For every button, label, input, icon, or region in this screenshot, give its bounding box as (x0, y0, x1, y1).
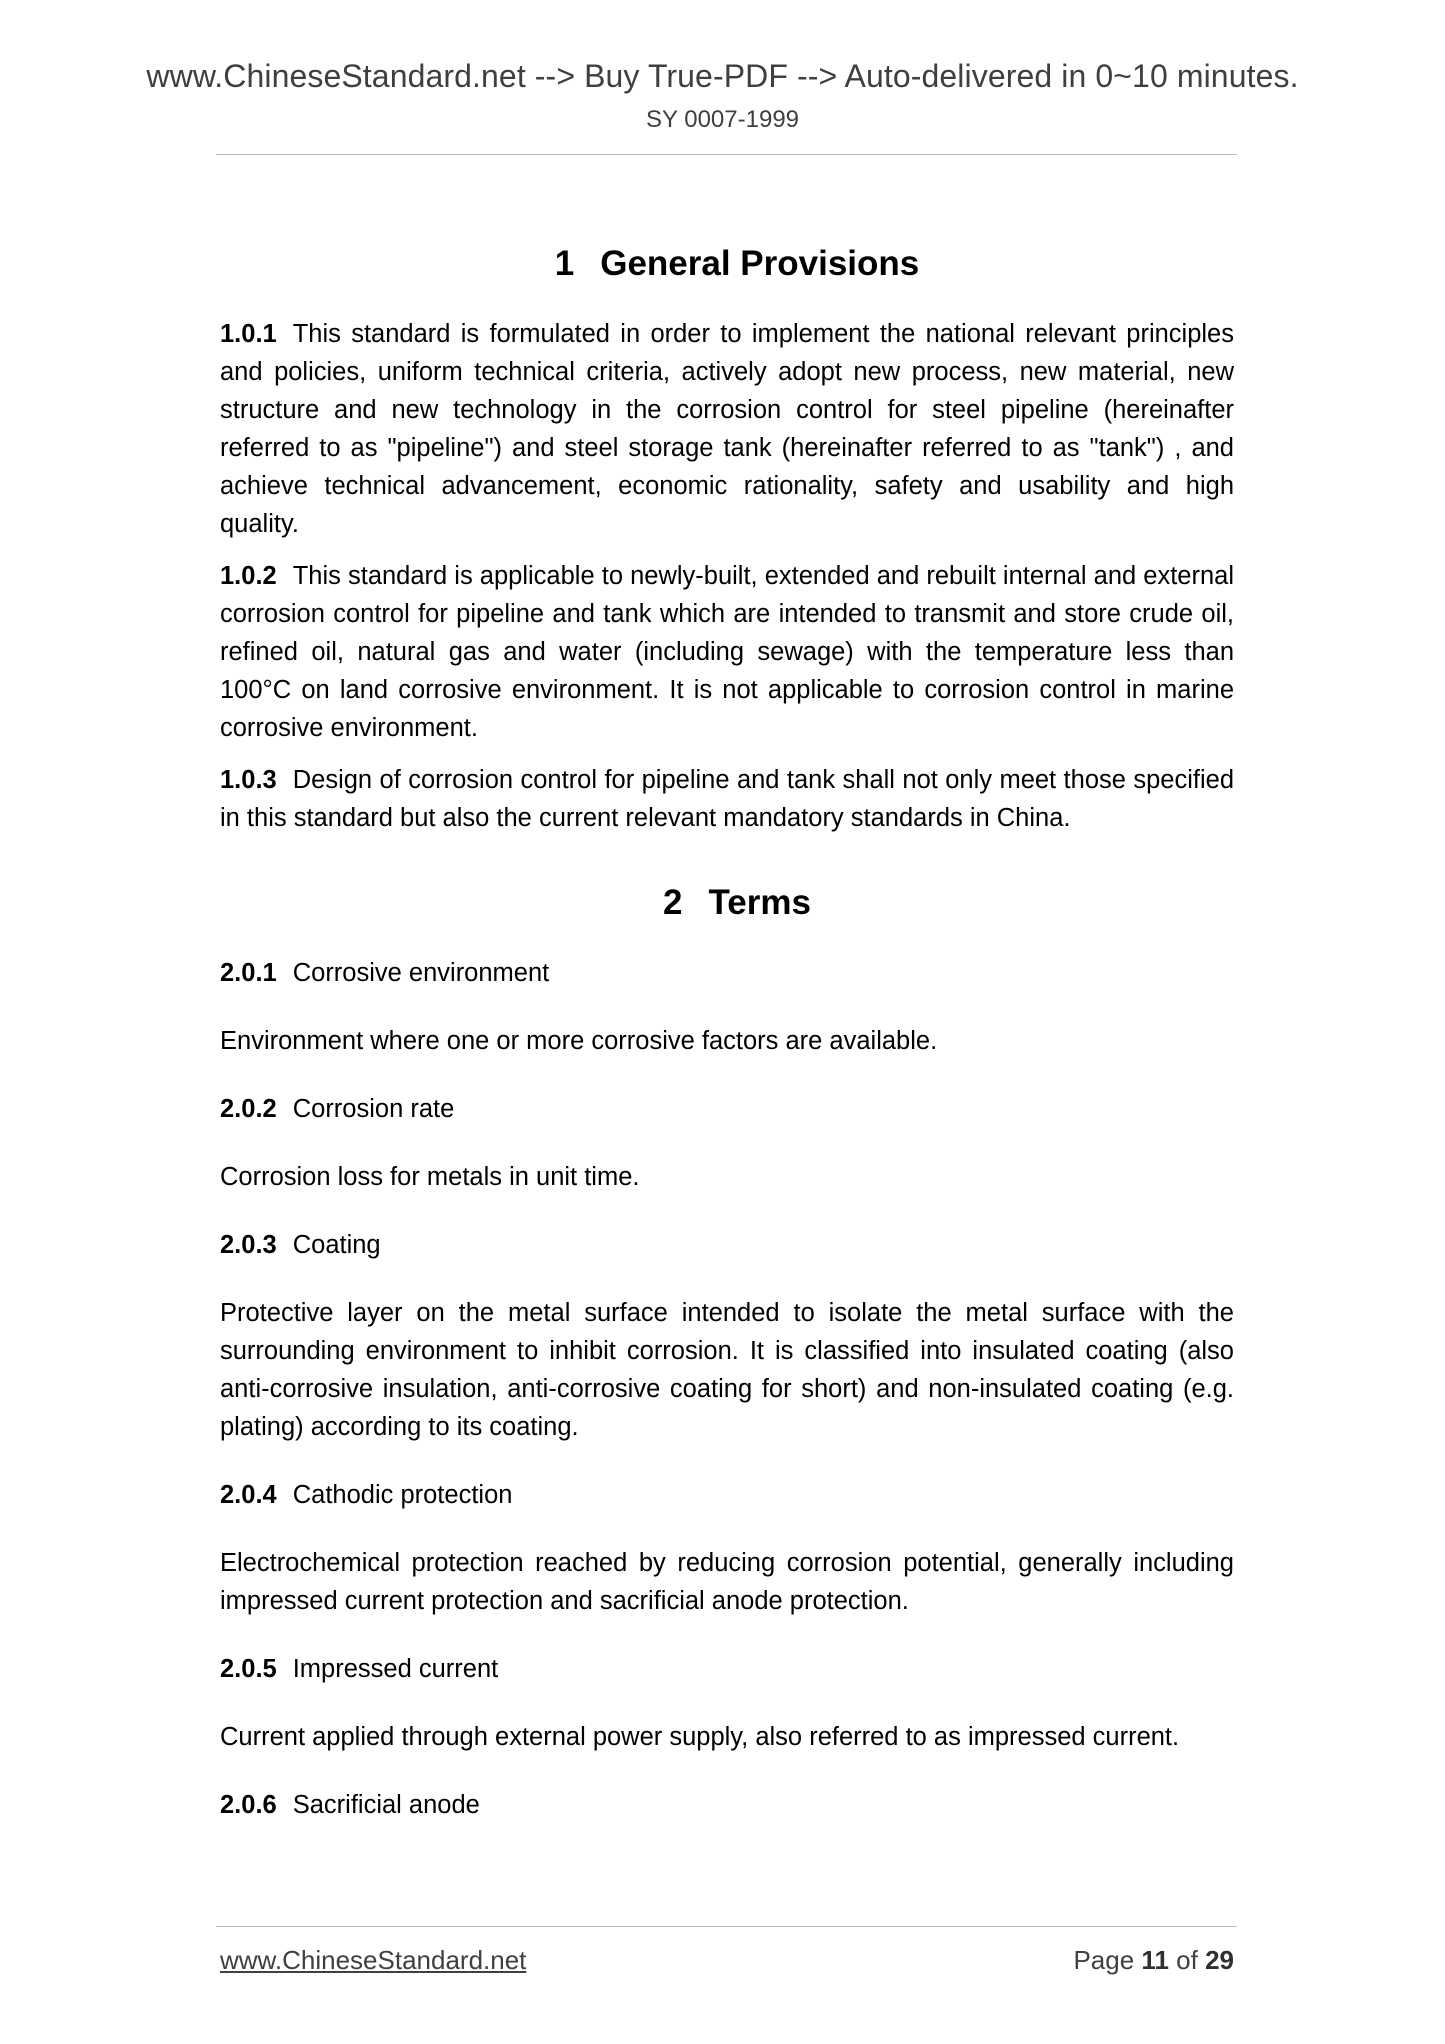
term-heading (220, 1476, 1234, 1514)
term-heading (220, 1226, 1234, 1264)
clause-number: 2.0.3 (220, 1231, 277, 1259)
clause-number: 2.0.6 (220, 1791, 277, 1819)
footer-divider (216, 1926, 1237, 1927)
clause-number: 1.0.3 (220, 766, 277, 794)
term-heading (220, 1786, 1234, 1824)
term-name: Cathodic protection (292, 1481, 513, 1509)
section-number: 1 (554, 244, 575, 283)
term-name: Coating (292, 1231, 381, 1259)
clause-paragraph (220, 315, 1234, 543)
clause-number: 2.0.4 (220, 1481, 277, 1509)
page-prefix: Page (1073, 1945, 1135, 1975)
section-number: 2 (663, 883, 683, 922)
clause-number: 1.0.1 (220, 320, 277, 348)
section-heading-terms (220, 879, 1234, 927)
term-name: Corrosive environment (292, 959, 550, 987)
clause-text: This standard is applicable to newly-built, extended and rebuilt internal and external corrosion control for pipeline and tank which are intended to transmit and store crude oil, refined oil, natural gas and water (including sewage) with the temperature less than 100°C on land corrosive environment. It is not applicable to corrosion control in marine corrosive environment. (220, 562, 1234, 742)
clause-text: This standard is formulated in order to implement the national relevant principles and policies, uniform technical criteria, actively adopt new process, new material, new structure and new technology in the corrosion control for steel pipeline (hereinafter referred to as "pipeline") and steel storage tank (hereinafter referred to as "tank") , and achieve technical advancement, economic rationality, safety and usability and high quality. (220, 320, 1234, 538)
clause-text: Design of corrosion control for pipeline and tank shall not only meet those specified in this standard but also the current relevant mandatory standards in China. (220, 766, 1234, 832)
footer-site-link[interactable]: www.ChineseStandard.net (220, 1945, 527, 1975)
page-total: 29 (1205, 1945, 1234, 1975)
header-divider (216, 154, 1237, 155)
clause-number: 1.0.2 (220, 562, 277, 590)
clause-paragraph (220, 761, 1234, 837)
term-definition: Protective layer on the metal surface intended to isolate the metal surface with the surrounding environment to inhibit corrosion. It is classified into insulated coating (also anti-corrosive insulation, anti-corrosive coating for short) and non-insulated coating (e.g. plating) according to its coating. (220, 1299, 1234, 1441)
clause-paragraph (220, 557, 1234, 747)
term-name: Sacrificial anode (292, 1791, 480, 1819)
page-current: 11 (1141, 1945, 1169, 1975)
term-heading (220, 1090, 1234, 1128)
term-definition: Corrosion loss for metals in unit time. (220, 1163, 640, 1191)
term-definition: Environment where one or more corrosive factors are available. (220, 1027, 938, 1055)
header-banner: www.ChineseStandard.net --> Buy True-PDF --> Auto-delivered in 0~10 minutes. (146, 58, 1299, 94)
section-title: General Provisions (600, 244, 920, 283)
section-title: Terms (708, 883, 811, 922)
document-body (220, 240, 1234, 1824)
clause-number: 2.0.5 (220, 1655, 277, 1683)
term-heading (220, 954, 1234, 992)
term-heading (220, 1650, 1234, 1688)
term-name: Impressed current (292, 1655, 499, 1683)
clause-number: 2.0.2 (220, 1095, 277, 1123)
term-definition: Current applied through external power supply, also referred to as impressed current. (220, 1723, 1180, 1751)
term-name: Corrosion rate (292, 1095, 455, 1123)
section-heading-general-provisions (220, 240, 1234, 288)
page-of: of (1176, 1945, 1198, 1975)
term-definition: Electrochemical protection reached by reducing corrosion potential, generally including impressed current protection and sacrificial anode protection. (220, 1549, 1234, 1615)
page-indicator (1058, 1945, 1234, 1976)
clause-number: 2.0.1 (220, 959, 277, 987)
standard-number: SY 0007-1999 (645, 106, 800, 133)
